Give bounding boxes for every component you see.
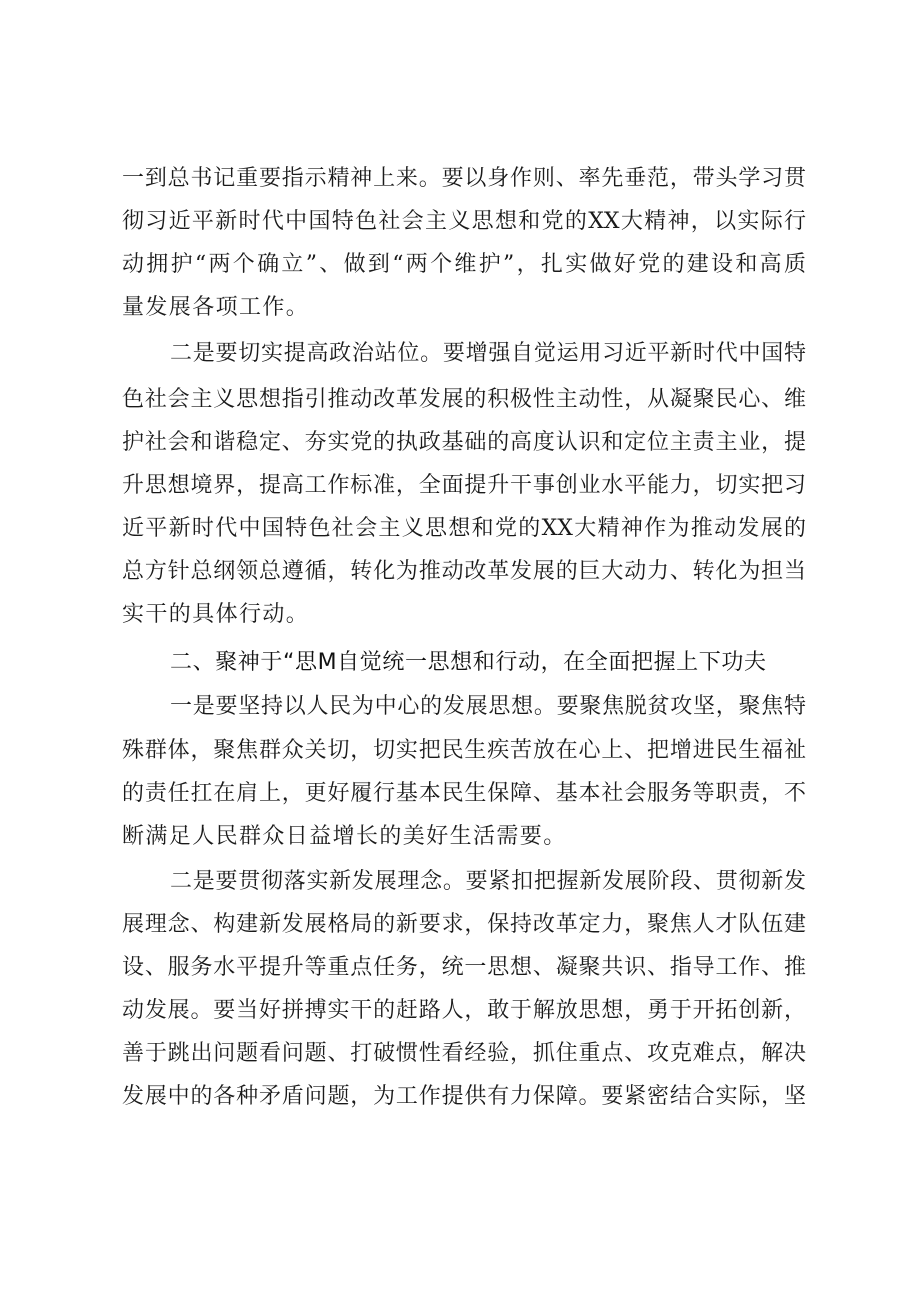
paragraph-3-line-3: 的责任扛在肩上，更好履行基本民生保障、基本社会服务等职责，不 [122,781,806,806]
paragraph-2-line-3: 护社会和谐稳定、夯实党的执政基础的高度认识和定位主责主业，提 [122,430,806,455]
paragraph-2-line-5: 近平新时代中国特色社会主义思想和党的XX大精神作为推动发展的 [122,516,806,541]
paragraph-2-line-1: 二是要切实提高政治站位。要增强自觉运用习近平新时代中国特 [170,341,806,366]
paragraph-1-line-2: 彻习近平新时代中国特色社会主义思想和党的XX大精神，以实际行 [122,209,806,234]
paragraph-1-line-3: 动拥护“两个确立”、做到“两个维护”，扎实做好党的建设和高质 [122,252,806,277]
paragraph-4-line-4: 动发展。要当好拼搏实干的赶路人，敢于解放思想，勇于开拓创新， [122,998,806,1023]
paragraph-4-line-1: 二是要贯彻落实新发展理念。要紧扣把握新发展阶段、贯彻新发 [170,869,806,894]
paragraph-2-line-4: 升思想境界，提高工作标准，全面提升干事创业水平能力，切实把习 [122,473,806,498]
paragraph-4-line-5: 善于跳出问题看问题、打破惯性看经验，抓住重点、攻克难点，解决 [122,1041,806,1066]
paragraph-4-line-6: 发展中的各种矛盾问题，为工作提供有力保障。要紧密结合实际，坚 [122,1084,806,1109]
paragraph-2-line-6: 总方针总纲领总遵循，转化为推动改革发展的巨大动力、转化为担当 [122,559,806,584]
paragraph-4-line-2: 展理念、构建新发展格局的新要求，保持改革定力，聚焦人才队伍建 [122,912,806,937]
paragraph-2-line-2: 色社会主义思想指引推动改革发展的积极性主动性，从凝聚民心、维 [122,387,806,412]
paragraph-3-line-1: 一是要坚持以人民为中心的发展思想。要聚焦脱贫攻坚，聚焦特 [170,694,806,719]
paragraph-1-line-4: 量发展各项工作。 [122,295,310,320]
paragraph-3-line-2: 殊群体，聚焦群众关切，切实把民生疾苦放在心上、把增进民生福祉 [122,738,806,763]
paragraph-3-line-4: 断满足人民群众日益增长的美好生活需要。 [122,824,567,849]
section-heading: 二、聚神于“思M自觉统一思想和行动，在全面把握上下功夫 [170,650,767,675]
paragraph-1-line-1: 一到总书记重要指示精神上来。要以身作则、率先垂范，带头学习贯 [122,166,806,191]
paragraph-2-line-7: 实干的具体行动。 [122,602,310,627]
paragraph-4-line-3: 设、服务水平提升等重点任务，统一思想、凝聚共识、指导工作、推 [122,955,806,980]
